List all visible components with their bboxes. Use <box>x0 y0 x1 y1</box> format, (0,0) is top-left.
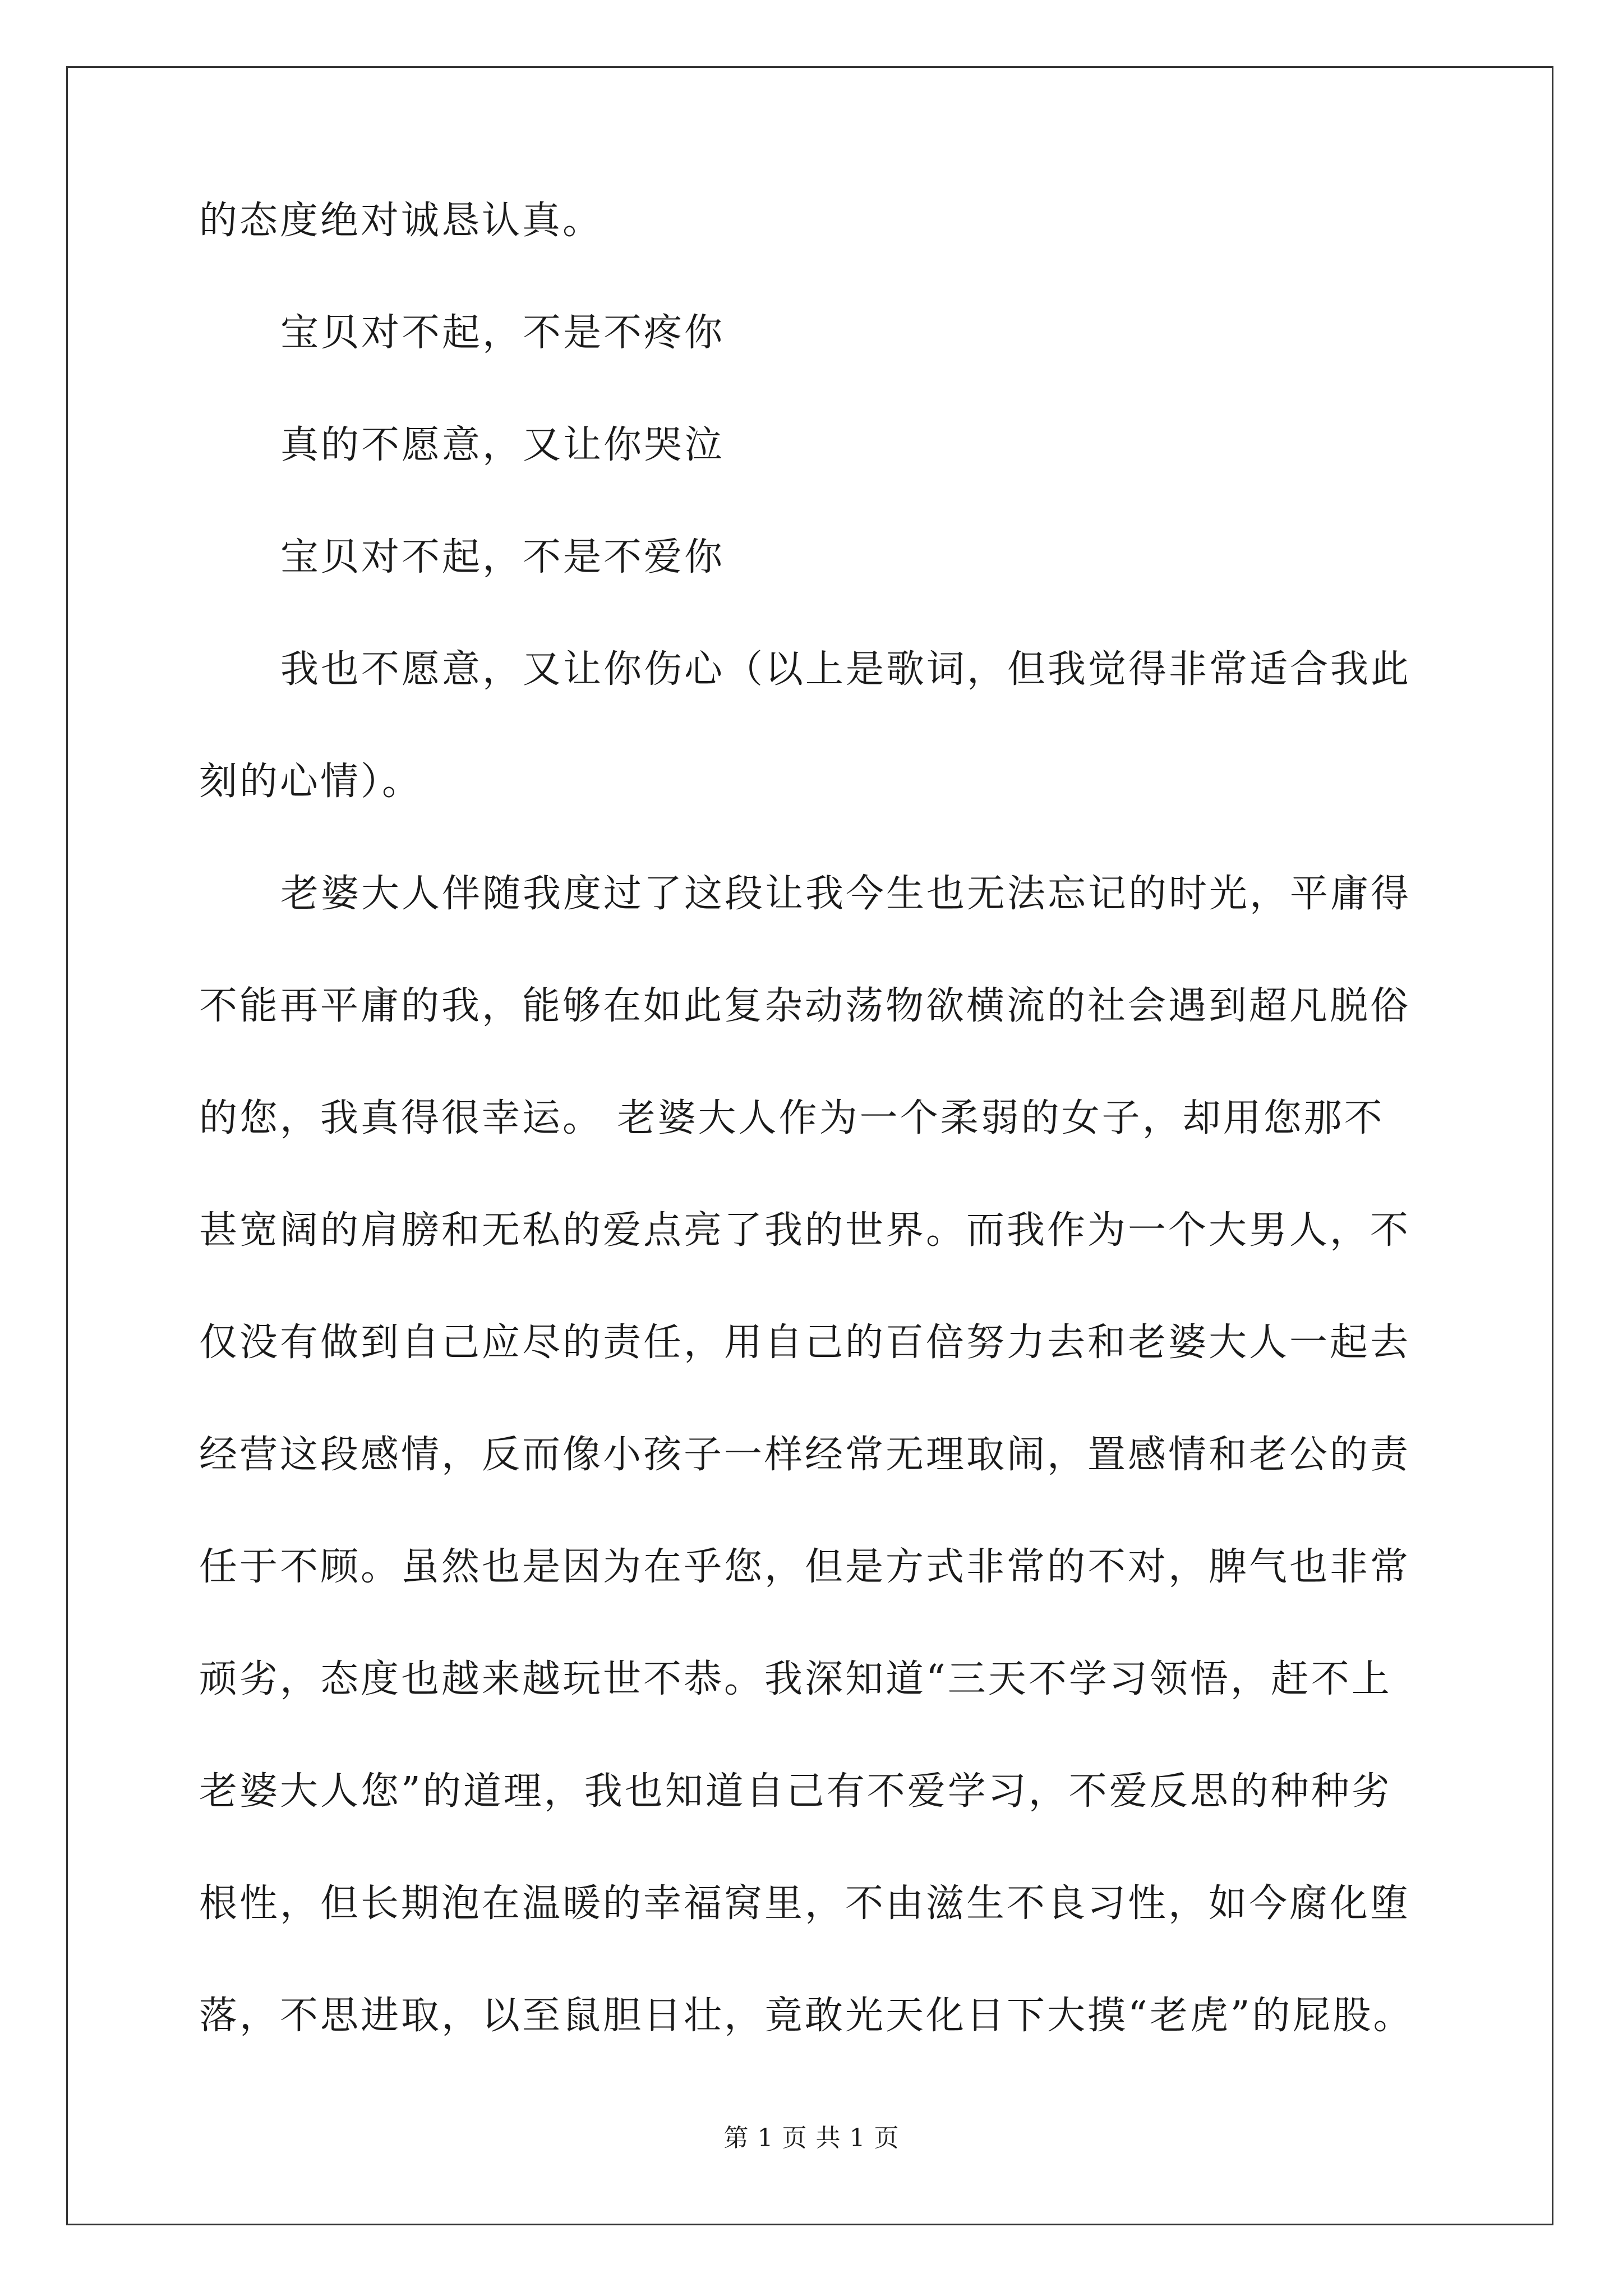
text-line: 宝贝对不起，不是不爱你 <box>280 535 725 579</box>
text-line: 刻的心情）。 <box>199 760 423 804</box>
text-line: 真的不愿意，又让你哭泣 <box>280 423 725 467</box>
text-line: 不能再平庸的我，能够在如此复杂动荡物欲横流的社会遇到超凡脱俗 <box>199 984 1411 1028</box>
text-line: 老婆大人伴随我度过了这段让我今生也无法忘记的时光，平庸得 <box>280 872 1412 916</box>
text-line: 的您，我真得很幸运。 老婆大人作为一个柔弱的女子，却用您那不 <box>199 1096 1385 1140</box>
text-line: 宝贝对不起，不是不疼你 <box>280 311 725 355</box>
text-line: 任于不顾。虽然也是因为在乎您，但是方式非常的不对，脾气也非常 <box>199 1545 1411 1589</box>
text-line: 老婆大人您”的道理，我也知道自己有不爱学习，不爱反思的种种劣 <box>199 1769 1392 1814</box>
text-line: 甚宽阔的肩膀和无私的爱点亮了我的世界。而我作为一个大男人，不 <box>199 1208 1411 1253</box>
text-line: 仅没有做到自己应尽的责任，用自己的百倍努力去和老婆大人一起去 <box>199 1320 1411 1365</box>
text-line: 根性，但长期泡在温暖的幸福窝里，不由滋生不良习性，如今腐化堕 <box>199 1881 1411 1926</box>
text-line: 落，不思进取，以至鼠胆日壮，竟敢光天化日下大摸“老虎”的屁股。 <box>199 1994 1414 2038</box>
text-line: 的态度绝对诚恳认真。 <box>199 199 603 243</box>
text-line: 经营这段感情，反而像小孩子一样经常无理取闹，置感情和老公的责 <box>199 1433 1411 1477</box>
page-number: 第 1 页 共 1 页 <box>723 2124 900 2152</box>
text-line: 顽劣，态度也越来越玩世不恭。我深知道“三天不学习领悟，赶不上 <box>199 1657 1392 1701</box>
text-line: 我也不愿意，又让你伤心（以上是歌词，但我觉得非常适合我此 <box>280 647 1412 692</box>
